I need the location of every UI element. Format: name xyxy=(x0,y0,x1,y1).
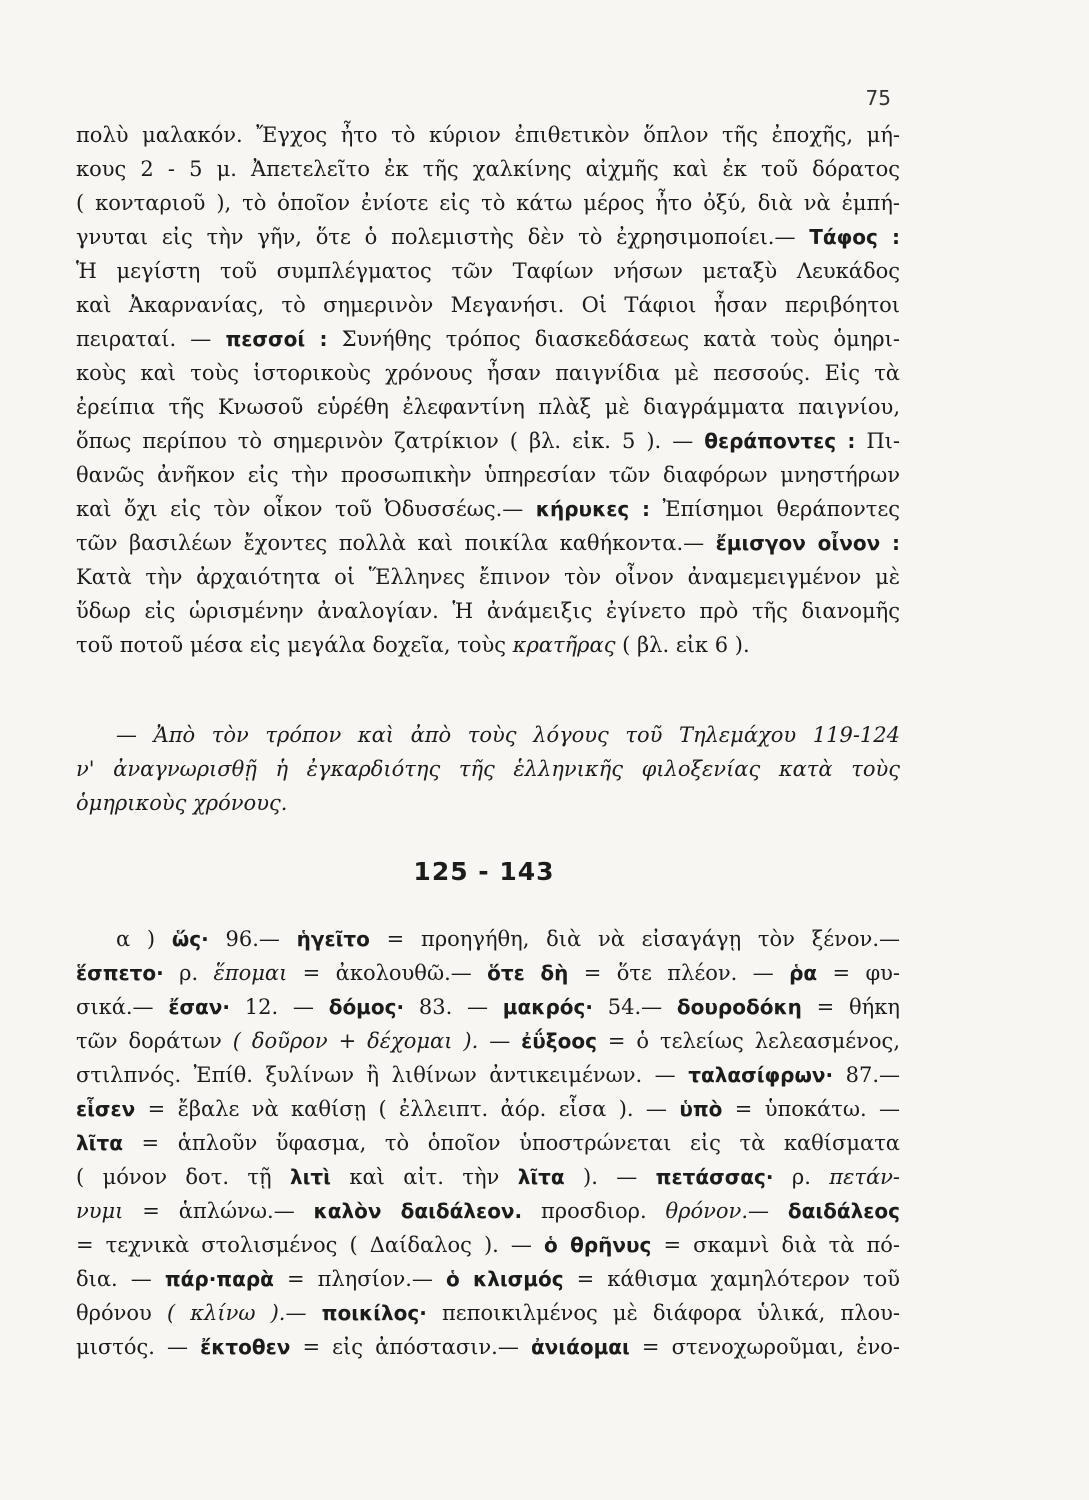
text-run: ρ. xyxy=(773,1165,830,1189)
text-run: 96.— xyxy=(208,927,297,951)
text-line xyxy=(76,1330,900,1364)
text-line xyxy=(76,560,900,594)
text-run: Ἐπίσημοι θεράποντες xyxy=(650,497,900,521)
bold-term: ἔμισγον οἶνον : xyxy=(715,531,900,555)
text-run: τῶν βασιλέων ἔχοντες πολλὰ καὶ ποικίλα καθήκοντα.— xyxy=(76,531,716,555)
text-line xyxy=(76,628,900,662)
text-run: — xyxy=(748,1199,788,1223)
bold-term: εἷσεν xyxy=(76,1097,136,1121)
text-line xyxy=(76,356,900,390)
text-line xyxy=(76,254,900,288)
text-run: Ἡ μεγίστη τοῦ συμπλέγματος τῶν Ταφίων νήσων μεταξὺ Λευκάδος xyxy=(76,259,900,283)
bold-term: δαιδάλεος xyxy=(787,1199,900,1223)
italic-text: ὁμηρικοὺς χρόνους. xyxy=(76,791,288,815)
bold-term: λιτὶ xyxy=(289,1165,331,1189)
text-run: = ὁ τελείως λελεασμένος, xyxy=(596,1029,900,1053)
text-run: = θήκη xyxy=(801,995,900,1019)
text-run: ὅπως περίπου τὸ σημερινὸν ζατρίκιον ( βλ. εἰκ. 5 ). — xyxy=(76,429,705,453)
text-run: πολὺ μαλακόν. Ἔγχος ἦτο τὸ κύριον ἐπιθετικὸν ὅπλον τῆς ἐποχῆς, μή- xyxy=(76,123,900,147)
text-run: στιλπνός. Ἐπίθ. ξυλίνων ἢ λιθίνων ἀντικειμένων. — xyxy=(76,1063,689,1087)
bold-term: πετάσσας· xyxy=(655,1165,774,1189)
bold-term: δουροδόκη xyxy=(676,995,802,1019)
bold-term: ἔκτοθεν xyxy=(200,1335,291,1359)
text-run: α ) xyxy=(116,927,172,951)
text-line xyxy=(76,152,900,186)
text-run: 87.— xyxy=(833,1063,900,1087)
bold-term: λῖτα xyxy=(517,1165,565,1189)
text-run: = κάθισμα χαμηλότερον τοῦ xyxy=(563,1267,900,1291)
text-run: Κατὰ τὴν ἀρχαιότητα οἱ Ἕλληνες ἔπινον τὸν οἶνον ἀναμεμειγμένον μὲ xyxy=(76,565,900,589)
text-run: προσδιορ. xyxy=(522,1199,666,1223)
text-run: 83. — xyxy=(404,995,503,1019)
bold-term: ὑπὸ xyxy=(679,1097,723,1121)
bold-term: πεσσοί : xyxy=(225,327,328,351)
text-line xyxy=(76,220,900,254)
bold-term: ἐΰξοος xyxy=(521,1029,597,1053)
text-line xyxy=(76,752,900,786)
text-line xyxy=(76,1194,900,1228)
bold-term: Τάφος : xyxy=(809,225,900,249)
text-line xyxy=(76,1296,900,1330)
text-line xyxy=(76,1228,900,1262)
text-run: Συνήθης τρόπος διασκεδάσεως κατὰ τοὺς ὁμηρι- xyxy=(327,327,900,351)
text-run: — xyxy=(478,1029,522,1053)
text-line xyxy=(76,492,900,526)
bold-term: ἔσαν· xyxy=(168,995,230,1019)
text-run: ( μόνον δοτ. τῇ xyxy=(76,1165,290,1189)
italic-text: ἕπομαι xyxy=(213,961,288,985)
text-line xyxy=(76,1160,900,1194)
bold-term: δόμος· xyxy=(328,995,405,1019)
text-run: = ἁπλώνω.— xyxy=(123,1199,314,1223)
text-line xyxy=(76,1262,900,1296)
bold-term: μακρός· xyxy=(502,995,593,1019)
text-run: γνυται εἰς τὴν γῆν, ὅτε ὁ πολεμιστὴς δὲν τὸ ἐχρησιμοποίει.— xyxy=(76,225,810,249)
text-run: ὕδωρ εἰς ὡρισμένην ἀναλογίαν. Ἡ ἀνάμειξις ἐγίνετο πρὸ τῆς διανομῆς xyxy=(76,599,900,623)
text-line xyxy=(76,990,900,1024)
italic-text: πετάν- xyxy=(829,1165,900,1189)
text-run: καὶ Ἀκαρνανίας, τὸ σημερινὸν Μεγανήσι. Οἱ Τάφιοι ἦσαν περιβόητοι xyxy=(76,293,900,317)
text-line xyxy=(76,594,900,628)
italic-text: ν' ἀναγνωρισθῇ ἡ ἐγκαρδιότης τῆς ἑλληνικῆς φιλοξενίας κατὰ τοὺς xyxy=(76,757,900,781)
text-run: = φυ- xyxy=(817,961,900,985)
italic-text: ( κλίνω ). xyxy=(166,1301,286,1325)
bold-term: ποικίλος· xyxy=(321,1301,427,1325)
text-run: = ὅτε πλέον. — xyxy=(568,961,790,985)
text-run: κους 2 - 5 μ. Ἀπετελεῖτο ἐκ τῆς χαλκίνης αἰχμῆς καὶ ἐκ τοῦ δόρατος xyxy=(76,157,900,181)
text-run: πεποικιλμένος μὲ διάφορα ὑλικά, πλου- xyxy=(426,1301,900,1325)
text-line xyxy=(76,786,900,820)
text-line xyxy=(76,390,900,424)
text-run: θρόνου xyxy=(76,1301,167,1325)
bold-term: κήρυκες : xyxy=(535,497,651,521)
text-run: = ἔβαλε νὰ καθίσῃ ( ἐλλειπτ. ἀόρ. εἷσα ). — xyxy=(135,1097,680,1121)
text-run: = προηγήθη, διὰ νὰ εἰσαγάγῃ τὸν ξένον.— xyxy=(369,927,900,951)
text-run: = σκαμνὶ διὰ τὰ πό- xyxy=(651,1233,900,1257)
text-run: τοῦ ποτοῦ μέσα εἰς μεγάλα δοχεῖα, τοὺς xyxy=(76,633,513,657)
page-number: 75 xyxy=(865,86,891,110)
text-run: — xyxy=(285,1301,322,1325)
bold-term: πάρ·παρὰ xyxy=(164,1267,274,1291)
text-run: ). — xyxy=(564,1165,656,1189)
text-run: = εἰς ἀπόστασιν.— xyxy=(290,1335,531,1359)
italic-text: ( δοῦρον + δέχομαι ). xyxy=(232,1029,479,1053)
bold-term: καλὸν δαιδάλεον. xyxy=(313,1199,523,1223)
text-run: μιστός. — xyxy=(76,1335,201,1359)
bold-term: ἕσπετο· xyxy=(76,961,164,985)
text-run: κοὺς καὶ τοὺς ἱστορικοὺς χρόνους ἦσαν παιγνίδια μὲ πεσσούς. Εἰς τὰ xyxy=(76,361,900,385)
text-run: = στενοχωροῦμαι, ἐνο- xyxy=(629,1335,900,1359)
remark-paragraph xyxy=(76,718,900,820)
bold-term: ὥς· xyxy=(171,927,209,951)
bold-term: ῥα xyxy=(789,961,818,985)
text-run: ρ. xyxy=(163,961,214,985)
text-line xyxy=(76,288,900,322)
text-run: θανῶς ἀνῆκον εἰς τὴν προσωπικὴν ὑπηρεσίαν τῶν διαφόρων μνηστήρων xyxy=(76,463,900,487)
text-line xyxy=(76,526,900,560)
bold-term: ὅτε δὴ xyxy=(487,961,569,985)
bold-term: ἀνιάομαι xyxy=(530,1335,630,1359)
italic-text: θρόνον. xyxy=(665,1199,748,1223)
text-line xyxy=(76,956,900,990)
text-line xyxy=(76,1058,900,1092)
commentary-paragraph xyxy=(76,118,900,662)
text-run: 12. — xyxy=(230,995,329,1019)
italic-text: νυμι xyxy=(76,1199,124,1223)
text-line xyxy=(76,718,900,752)
text-run: σικά.— xyxy=(76,995,169,1019)
text-line xyxy=(76,458,900,492)
bold-term: λῖτα xyxy=(76,1131,123,1155)
text-run: = ὑποκάτω. — xyxy=(722,1097,900,1121)
text-run: καὶ ὄχι εἰς τὸν οἶκον τοῦ Ὀδυσσέως.— xyxy=(76,497,536,521)
text-line xyxy=(76,1126,900,1160)
text-run: = πλησίον.— xyxy=(273,1267,446,1291)
text-run: δια. — xyxy=(76,1267,165,1291)
text-run: = ἁπλοῦν ὕφασμα, τὸ ὁποῖον ὑποστρώνεται εἰς τὰ καθίσματα xyxy=(122,1131,900,1155)
bold-term: ἡγεῖτο xyxy=(296,927,370,951)
text-run: ( βλ. εἰκ 6 ). xyxy=(615,633,750,657)
text-line xyxy=(76,186,900,220)
text-run: πειραταί. — xyxy=(76,327,226,351)
text-line xyxy=(76,424,900,458)
bold-term: θεράποντες : xyxy=(704,429,856,453)
text-run: καὶ αἰτ. τὴν xyxy=(330,1165,518,1189)
text-run: Πι- xyxy=(855,429,900,453)
bold-term: ὁ κλισμός xyxy=(445,1267,564,1291)
text-run: 54.— xyxy=(592,995,677,1019)
text-line xyxy=(76,922,900,956)
text-run: = τεχνικὰ στολισμένος ( Δαίδαλος ). — xyxy=(76,1233,544,1257)
text-run: = ἀκολουθῶ.— xyxy=(287,961,488,985)
text-run: ( κονταριοῦ ), τὸ ὁποῖον ἐνίοτε εἰς τὸ κάτω μέρος ἦτο ὀξύ, διὰ νὰ ἐμπή- xyxy=(76,191,900,215)
text-run: τῶν δοράτων xyxy=(76,1029,233,1053)
text-line xyxy=(76,322,900,356)
bold-term: ταλασίφρων· xyxy=(688,1063,834,1087)
italic-text: — Ἀπὸ τὸν τρόπον καὶ ἀπὸ τοὺς λόγους τοῦ Τηλεμάχου 119-124 xyxy=(116,723,900,747)
section-heading: 125 - 143 xyxy=(413,857,555,886)
bold-term: ὁ θρῆνυς xyxy=(543,1233,652,1257)
italic-text: κρατῆρας xyxy=(512,633,616,657)
text-line xyxy=(76,1024,900,1058)
text-line xyxy=(76,118,900,152)
glossary-paragraph xyxy=(76,922,900,1364)
text-line xyxy=(76,1092,900,1126)
text-run: ἐρείπια τῆς Κνωσοῦ εὑρέθη ἐλεφαντίνη πλὰξ μὲ διαγράμματα παιγνίου, xyxy=(76,395,900,419)
